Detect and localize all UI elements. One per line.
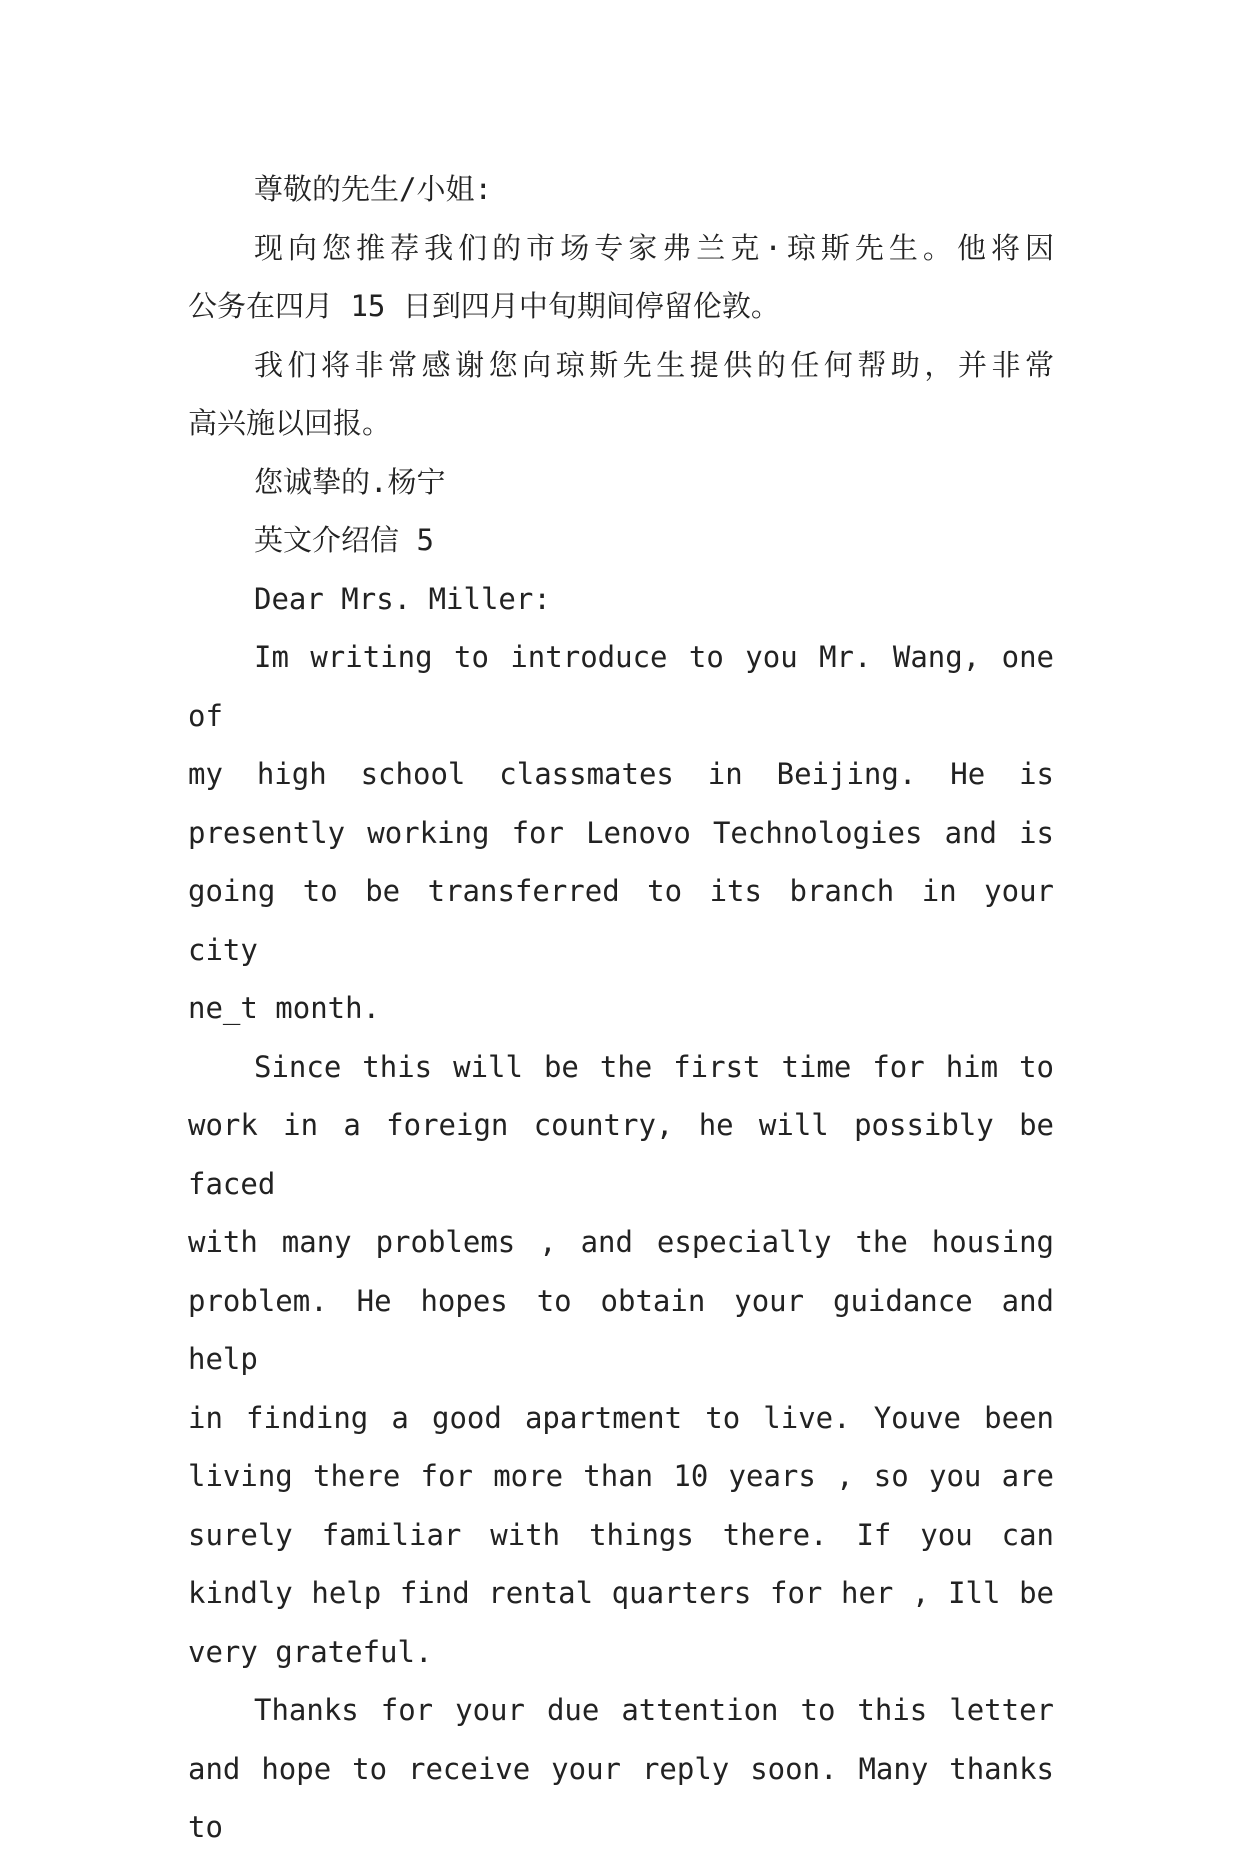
paragraph-cn-2-line-1: 我们将非常感谢您向琼斯先生提供的任何帮助，并非常	[254, 347, 1054, 382]
paragraph-en-1-line: my high school classmates in Beijing. He is	[188, 757, 1054, 791]
paragraph-en-1-line: presently working for Lenovo Technologies and is	[188, 815, 1054, 850]
salutation-cn: 尊敬的先生/小姐:	[254, 172, 492, 206]
paragraph-en-1-line: Im writing to introduce to you Mr. Wang, one of	[188, 640, 1054, 733]
paragraph-en-1-line: going to be transferred to its branch in your city	[188, 874, 1054, 967]
paragraph-en-3-line: and hope to receive your reply soon. Many thanks to	[188, 1751, 1054, 1844]
paragraph-en-3-line: Thanks for your due attention to this letter	[254, 1693, 1054, 1727]
paragraph-en-2-line: living there for more than 10 years , so you are	[188, 1459, 1054, 1493]
paragraph-cn-1-line-2: 公务在四月 15 日到四月中旬期间停留伦敦。	[188, 289, 780, 323]
paragraph-cn-1	[188, 219, 1054, 336]
paragraph-en-1	[188, 628, 1054, 1038]
closing-cn: 您诚挚的.杨宁	[254, 464, 446, 499]
paragraph-en-2-line: kindly help find rental quarters for her , Ill be	[188, 1576, 1054, 1610]
paragraph-en-3	[188, 1681, 1054, 1857]
paragraph-en-2-line: surely familiar with things there. If you can	[188, 1517, 1054, 1552]
section-heading: 英文介绍信 5	[254, 523, 434, 557]
paragraph-en-2-line: in finding a good apartment to live. Youve been	[188, 1400, 1054, 1435]
paragraph-en-2-line: problem. He hopes to obtain your guidance and help	[188, 1283, 1054, 1376]
paragraph-en-2-line: Since this will be the first time for him to	[254, 1049, 1054, 1084]
salutation-en: Dear Mrs. Miller:	[254, 581, 551, 616]
paragraph-cn-2-line-2: 高兴施以回报。	[188, 406, 392, 440]
paragraph-en-2-line: work in a foreign country, he will possibly be faced	[188, 1108, 1054, 1201]
paragraph-cn-2	[188, 336, 1054, 453]
paragraph-en-2-line: very grateful.	[188, 1634, 433, 1669]
paragraph-en-2	[188, 1038, 1054, 1682]
letter-body	[188, 160, 1054, 1857]
paragraph-cn-1-line-1: 现向您推荐我们的市场专家弗兰克·琼斯先生。他将因	[254, 230, 1054, 265]
paragraph-en-1-line: ne_t month.	[188, 991, 381, 1025]
paragraph-en-2-line: with many problems , and especially the housing	[188, 1225, 1054, 1259]
